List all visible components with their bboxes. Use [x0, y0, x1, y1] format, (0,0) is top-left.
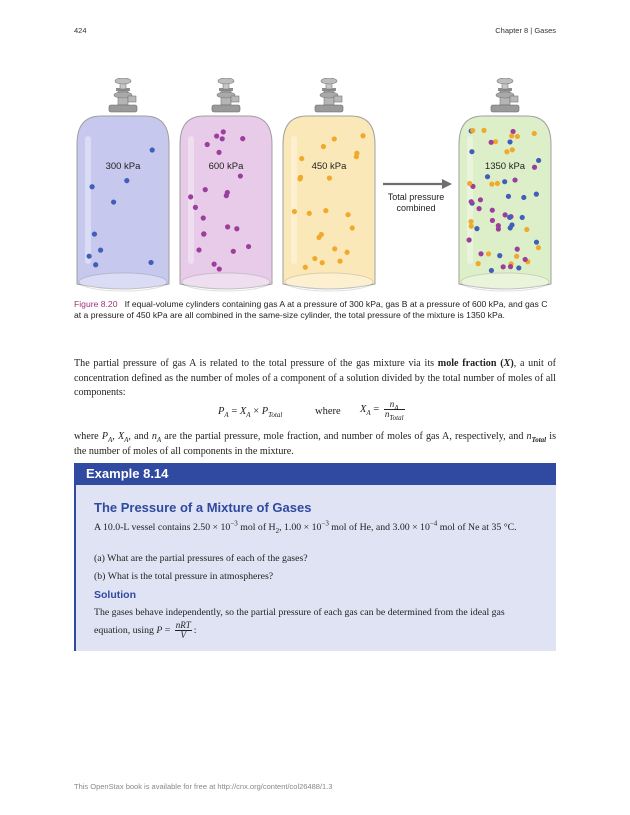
gas-particle [467, 181, 472, 186]
gas-particle [468, 219, 473, 224]
example-left-rule [74, 485, 76, 651]
gas-particle [337, 259, 342, 264]
gas-particle [476, 206, 481, 211]
cylinder-base [182, 273, 270, 291]
example-heading: The Pressure of a Mixture of Gases [94, 500, 312, 515]
gas-particle [514, 254, 519, 259]
gas-particle [345, 212, 350, 217]
paragraph-mole-fraction [74, 357, 556, 401]
gas-particle [481, 128, 486, 133]
gas-particle [497, 253, 502, 258]
gas-particle [307, 211, 312, 216]
gas-particle [469, 149, 474, 154]
gas-particle [246, 244, 251, 249]
gas-particle [320, 260, 325, 265]
gas-particle [516, 265, 521, 270]
gas-particle [469, 199, 474, 204]
gas-particle [93, 262, 98, 267]
gas-particle [507, 139, 512, 144]
gas-particle [478, 251, 483, 256]
gas-particle [520, 215, 525, 220]
gas-particle [489, 268, 494, 273]
equation-where: where [315, 406, 341, 417]
gas-particle [220, 136, 225, 141]
gas-particle [234, 226, 239, 231]
example-box [74, 463, 556, 651]
gas-particle [205, 142, 210, 147]
cylinder-base [461, 273, 549, 291]
solution-heading: Solution [94, 589, 136, 601]
cylinder-gas-b [180, 78, 272, 291]
gas-particle [332, 136, 337, 141]
arrow-label-line1: Total pressure [387, 192, 445, 202]
combine-arrow [383, 179, 452, 189]
gas-particle [201, 232, 206, 237]
gas-particle [476, 261, 481, 266]
gas-particle [504, 149, 509, 154]
gas-particle [231, 249, 236, 254]
gas-particle [344, 250, 349, 255]
chapter-header: Chapter 8 | Gases [495, 26, 556, 35]
partial-pressure-equation: $P_A = X_A \times P_{Total}$ where $X_A$ = $\frac{n_A}{n_{Total}}$ [218, 399, 404, 422]
gas-particle [111, 199, 116, 204]
gas-particle [323, 208, 328, 213]
gas-particle [212, 262, 217, 267]
gas-particle [238, 173, 243, 178]
gas-particle [536, 158, 541, 163]
gas-particle [196, 247, 201, 252]
gas-particle [502, 179, 507, 184]
gas-particle [332, 246, 337, 251]
gas-particle [299, 156, 304, 161]
gas-particle [87, 254, 92, 259]
gas-particle [515, 134, 520, 139]
paragraph-definitions: where $P_A$, $X_A$, and $n_A$ are the partial pressure, mole fraction, and number of moles of gas A, respectively, and $n_{Total}$ is the number of moles of all components in the mixture. [74, 431, 556, 457]
gas-particle [148, 260, 153, 265]
gas-particle [214, 133, 219, 138]
figure-caption-text: If equal-volume cylinders containing gas A at a pressure of 300 kPa, gas B at a pressure of 600 kPa, and gas C at a pressure of 450 kPa are all combined in the same-size cylinder, the total pressure of the mixture is 1350 kPa. [74, 299, 548, 321]
gas-particle [292, 209, 297, 214]
gas-particle [532, 165, 537, 170]
gas-particle [92, 231, 97, 236]
gas-particle [201, 215, 206, 220]
p1-text-b: , a unit of concentration defined as the number of moles of a component of a solution divided by the total number of moles of all components: [74, 358, 557, 398]
cylinder-base [79, 273, 167, 291]
gas-particle [536, 245, 541, 250]
pressure-label: 450 kPa [311, 161, 347, 172]
p1-text-a: The partial pressure of gas A is related to the total pressure of the gas mixture via its [74, 358, 438, 369]
cylinder-base [285, 273, 373, 291]
gas-particle [532, 131, 537, 136]
gas-particle [360, 133, 365, 138]
gas-particle [508, 264, 513, 269]
gas-particle [225, 190, 230, 195]
term-mole-fraction: mole fraction (X) [437, 358, 514, 369]
example-problem: A 10.0-L vessel contains $2.50 \times 10^{-3}$ mol of $H_2$, $1.00 \times 10^{-3}$ mol of He, and $3.00 \times 10^{-4}$ mol of Ne at 35 °C. [94, 519, 517, 535]
gas-cylinders-figure [74, 78, 556, 293]
gas-particle [489, 140, 494, 145]
gas-particle [490, 208, 495, 213]
solution-text: The gases behave independently, so the partial pressure of each gas can be determined from the ideal gas equation, using P = $\frac{\text{nRT}}{V}$ : [94, 607, 505, 640]
gas-particle [225, 224, 230, 229]
gas-particle [469, 224, 474, 229]
gas-particle [240, 136, 245, 141]
gas-particle [506, 194, 511, 199]
valve-icon [109, 78, 137, 112]
gas-particle [327, 175, 332, 180]
gas-particle [512, 177, 517, 182]
gas-particle [312, 256, 317, 261]
pressure-label: 300 kPa [105, 161, 141, 172]
gas-particle [298, 175, 303, 180]
gas-particle [485, 174, 490, 179]
gas-particle [188, 194, 193, 199]
gas-particle [534, 240, 539, 245]
cylinder-mixture [459, 78, 551, 291]
page-footer: This OpenStax book is available for free at http://cnx.org/content/col26488/1.3 [74, 782, 333, 791]
gas-particle [203, 187, 208, 192]
gas-particle [509, 133, 514, 138]
gas-particle [217, 266, 222, 271]
gas-particle [354, 154, 359, 159]
gas-particle [350, 225, 355, 230]
gas-particle [501, 264, 506, 269]
gas-particle [489, 182, 494, 187]
cylinder-highlight [188, 136, 194, 264]
page-number: 424 [74, 26, 87, 35]
gas-particle [303, 265, 308, 270]
gas-particle [534, 192, 539, 197]
gas-particle [524, 227, 529, 232]
cylinder-gas-a [77, 78, 169, 291]
gas-particle [98, 248, 103, 253]
figure-caption [74, 299, 556, 322]
figure-label: Figure 8.20 [74, 299, 118, 309]
gas-particle [493, 139, 498, 144]
example-question-a: (a) What are the partial pressures of each of the gases? [94, 553, 308, 564]
gas-particle [507, 215, 512, 220]
gas-particle [470, 128, 475, 133]
cylinder-gas-c [283, 78, 375, 291]
gas-particle [510, 147, 515, 152]
gas-particle [467, 237, 472, 242]
gas-particle [478, 197, 483, 202]
gas-particle [321, 144, 326, 149]
example-title: Example 8.14 [86, 466, 169, 481]
gas-particle [508, 225, 513, 230]
gas-particle [474, 226, 479, 231]
gas-particle [193, 205, 198, 210]
gas-particle [523, 257, 528, 262]
cylinder-highlight [85, 136, 91, 264]
gas-particle [221, 129, 226, 134]
gas-particle [515, 247, 520, 252]
gas-particle [89, 184, 94, 189]
valve-icon [212, 78, 240, 112]
gas-particle [490, 218, 495, 223]
valve-icon [315, 78, 343, 112]
pressure-label: 1350 kPa [484, 161, 526, 172]
gas-particle [495, 181, 500, 186]
gas-particle [496, 226, 501, 231]
gas-particle [486, 251, 491, 256]
gas-particle [502, 212, 507, 217]
gas-particle [216, 150, 221, 155]
pressure-label: 600 kPa [208, 161, 244, 172]
arrow-label-line2: combined [396, 203, 436, 213]
valve-icon [491, 78, 519, 112]
example-title-bar [74, 463, 556, 485]
gas-particle [124, 178, 129, 183]
gas-particle [521, 195, 526, 200]
example-question-b: (b) What is the total pressure in atmospheres? [94, 571, 274, 582]
cylinder-highlight [291, 136, 297, 264]
gas-particle [319, 232, 324, 237]
gas-particle [150, 147, 155, 152]
gas-particle [510, 129, 515, 134]
